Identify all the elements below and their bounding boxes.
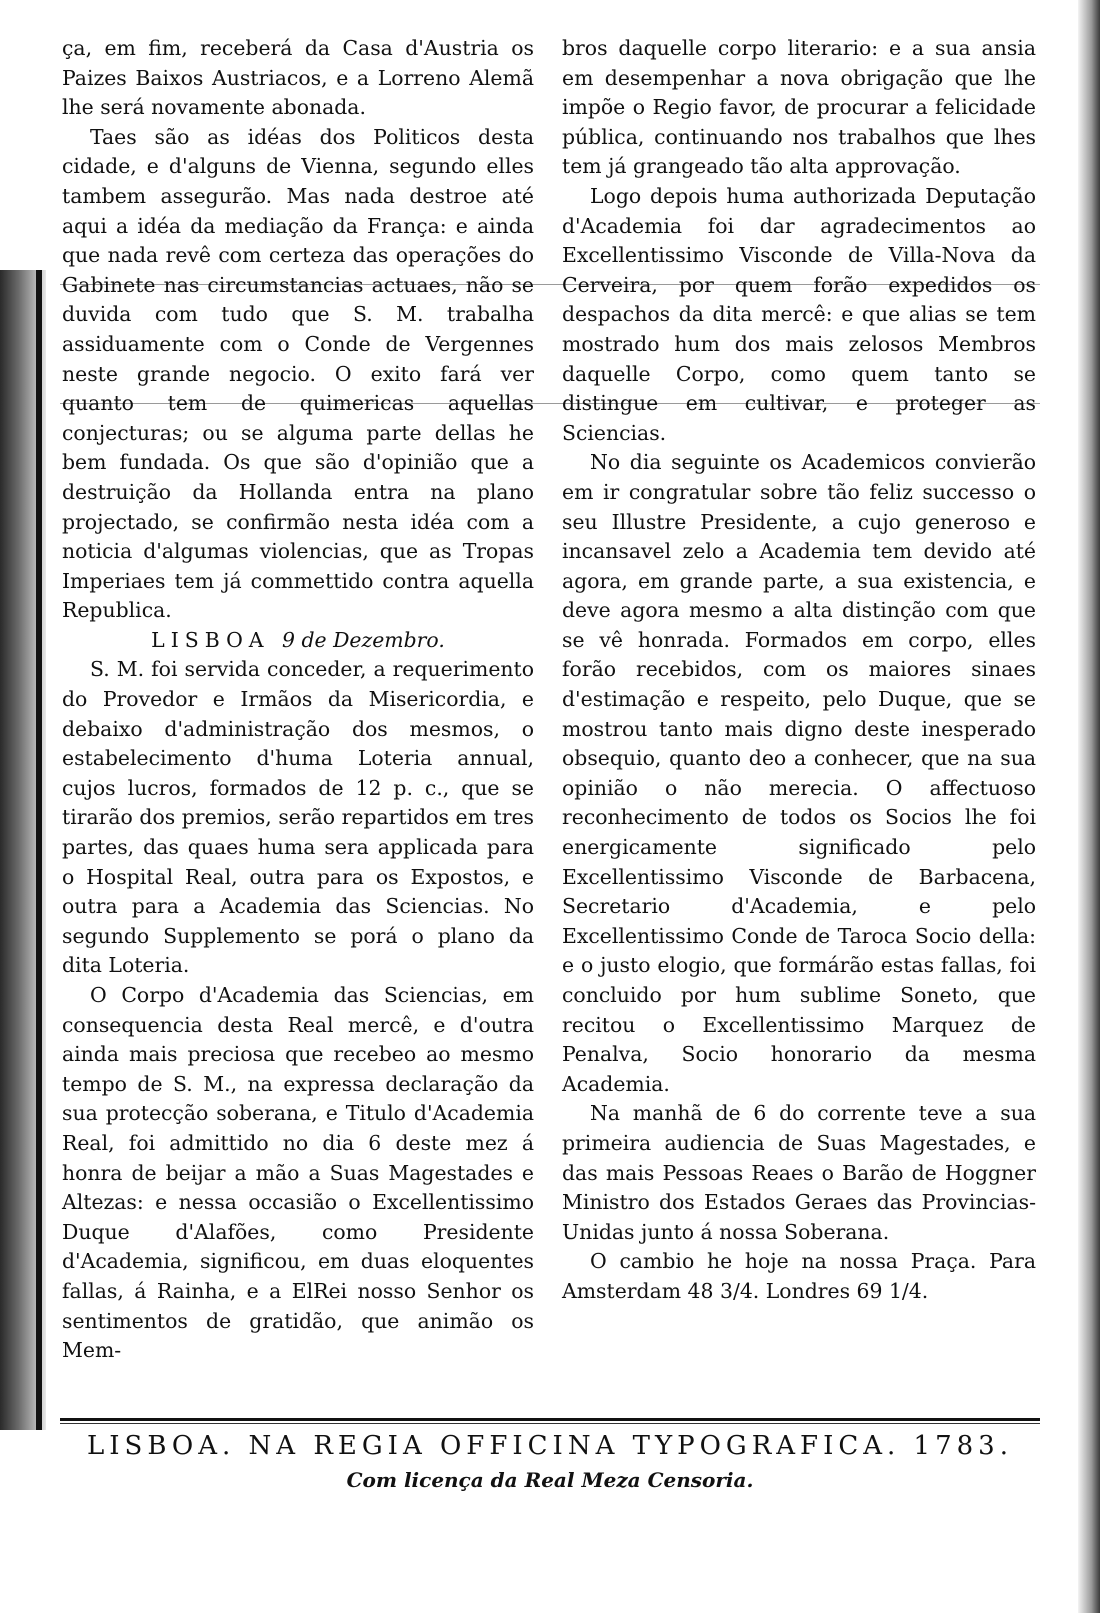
printer-imprint: LISBOA. NA REGIA OFFICINA TYPOGRAFICA. 1783.	[87, 1431, 1013, 1461]
footer-rule-thin	[60, 1423, 1040, 1424]
censorship-license: Com licença da Real Meza Censoria.	[346, 1468, 754, 1492]
dateline-city: LISBOA	[151, 627, 270, 652]
right-paragraph-2: Logo depois huma authorizada Deputação d'Academia foi dar agradecimentos ao Excellentissimo Visconde de Villa-Nova da Cerveira, por quem forão expedidos os despachos da dita mercê: e que alias se tem mostrado hum dos mais zelosos Membros daquelle Corpo, como quem tanto se distingue em cultivar, e proteger as Sciencias.	[562, 183, 1036, 445]
left-paragraph-2: Taes são as idéas dos Politicos desta cidade, e d'alguns de Vienna, segundo elles tambem assegurão. Mas nada destroe até aqui a idéa da mediação da França: e ainda que nada revê com certeza das operações do Gabinete nas circumstancias actuaes, não se duvida com tudo que S. M. trabalha assiduamente com o Conde de Vergennes neste grande negocio. O exito fará ver quanto tem de quimericas aquellas conjecturas; ou se alguma parte dellas he bem fundada. Os que são d'opinião que a destruição da Hollanda entra na plano projectado, se confirmão nesta idéa com a noticia d'algumas violencias, que as Tropas Imperiaes tem já commettido contra aquella Republica.	[62, 124, 534, 623]
left-paragraph-4: O Corpo d'Academia das Sciencias, em consequencia desta Real mercê, e d'outra ainda mais preciosa que recebeo ao mesmo tempo de S. M., na expressa declaração da sua protecção soberana, e Titulo d'Academia Real, foi admittido no dia 6 deste mez á honra de beijar a mão a Suas Magestades e Altezas: e nessa occasião o Excellentissimo Duque d'Alafões, como Presidente d'Academia, significou, em duas eloquentes fallas, á Rainha, e a ElRei nosso Senhor os sentimentos de gratidão, que animão os Mem-	[62, 983, 534, 1363]
left-paragraph-3: S. M. foi servida conceder, a requerimento do Provedor e Irmãos da Misericordia, e debaixo d'administração dos mesmos, o estabelecimento d'huma Loteria annual, cujos lucros, formados de 12 p. c., que se tirarão dos premios, serão repartidos em tres partes, das quaes huma sera applicada para o Hospital Real, outra para os Expostos, e outra para a Academia das Sciencias. No segundo Supplemento se porá o plano da dita Loteria.	[62, 657, 534, 978]
footer-rule	[60, 1418, 1040, 1421]
dateline	[62, 626, 534, 656]
page-edge-line-left	[36, 270, 42, 1430]
right-paragraph-5: O cambio he hoje na nossa Praça. Para Amsterdam 48 3/4. Londres 69 1/4.	[562, 1249, 1036, 1303]
right-column	[562, 34, 1036, 1307]
left-column	[62, 34, 534, 1366]
right-paragraph-4: Na manhã de 6 do corrente teve a sua primeira audiencia de Suas Magestades, e das mais Pessoas Reaes o Barão de Hoggner Ministro dos Estados Geraes das Provincias-Unidas junto á nossa Soberana.	[562, 1101, 1036, 1244]
right-paragraph-1: bros daquelle corpo literario: e a sua ansia em desempenhar a nova obrigação que lhe impõe o Regio favor, de procurar a felicidade pública, continuando nos trabalhos que lhes tem já grangeado tão alta approvação.	[562, 36, 1036, 179]
right-paragraph-3: No dia seguinte os Academicos convierão em ir congratular sobre tão feliz successo o seu Illustre Presidente, a cujo generoso e incansavel zelo a Academia tem devido até agora, em grande parte, a sua existencia, e deve agora mesmo a alta distinção com que se vê honrada. Formados em corpo, elles forão recebidos, com os maiores sinaes d'estimação e respeito, pelo Duque, que se mostrou tanto mais digno deste inesperado obsequio, quanto deo a conhecer, que na sua opinião o não merecia. O affectuoso reconhecimento de todos os Socios lhe foi energicamente significado pelo Excellentissimo Visconde de Barbacena, Secretario d'Academia, e pelo Excellentissimo Conde de Taroca Socio della: e o justo elogio, que formárão estas fallas, foi concluido por hum sublime Soneto, que recitou o Excellentissimo Marquez de Penalva, Socio honorario da mesma Academia.	[562, 450, 1036, 1096]
left-paragraph-1: ça, em fim, receberá da Casa d'Austria os Paizes Baixos Austriacos, e a Lorreno Alemã lhe será novamente abonada.	[62, 36, 534, 120]
dateline-date: 9 de Dezembro.	[282, 627, 445, 652]
page-edge-shadow-right	[1078, 0, 1100, 1613]
